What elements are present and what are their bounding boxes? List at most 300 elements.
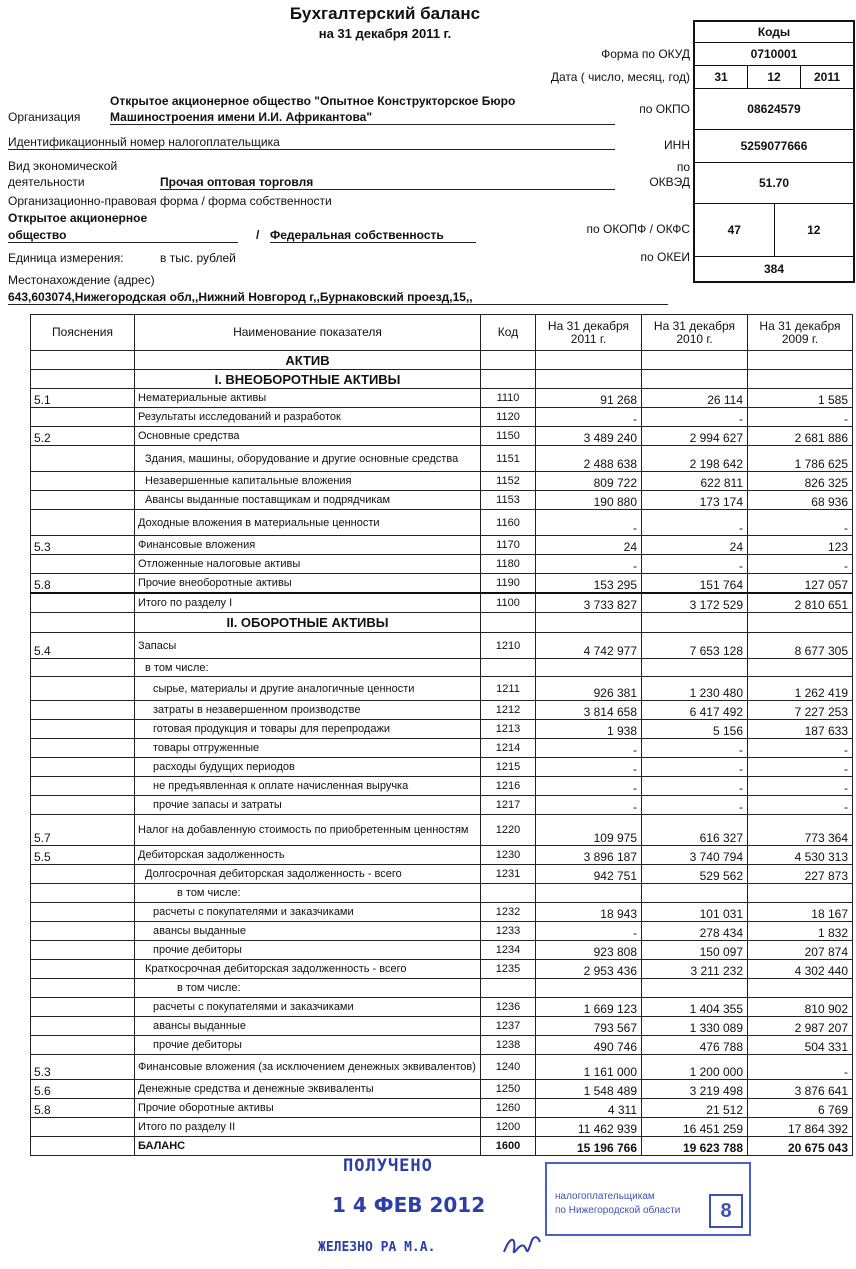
value-2010: - bbox=[642, 796, 748, 815]
indicator-name: Авансы выданные поставщикам и подрядчикам bbox=[135, 491, 481, 510]
value-2010: - bbox=[642, 555, 748, 574]
value-2009: 2 681 886 bbox=[748, 427, 853, 446]
value-2010: 616 327 bbox=[642, 815, 748, 846]
table-row bbox=[31, 960, 853, 979]
table-row bbox=[31, 491, 853, 510]
form-line2: общество bbox=[8, 228, 238, 243]
value-2011: 18 943 bbox=[536, 903, 642, 922]
value-2009: - bbox=[748, 796, 853, 815]
line-code: 1233 bbox=[481, 922, 536, 941]
line-code: 1216 bbox=[481, 777, 536, 796]
value-2009: - bbox=[748, 739, 853, 758]
codes-title: Коды bbox=[757, 25, 791, 39]
value-2009: 1 832 bbox=[748, 922, 853, 941]
value-2010: 5 156 bbox=[642, 720, 748, 739]
value-2011: - bbox=[536, 777, 642, 796]
date-label: Дата ( число, месяц, год) bbox=[550, 70, 690, 84]
value-2009: 3 876 641 bbox=[748, 1080, 853, 1099]
indicator-name: Финансовые вложения bbox=[135, 536, 481, 555]
value-2010: 1 330 089 bbox=[642, 1017, 748, 1036]
value-2011: 15 196 766 bbox=[536, 1137, 642, 1156]
line-code: 1250 bbox=[481, 1080, 536, 1099]
empty-cell bbox=[642, 351, 748, 370]
value-2011: 153 295 bbox=[536, 574, 642, 593]
table-row bbox=[31, 922, 853, 941]
value-2009: 2 810 651 bbox=[748, 593, 853, 613]
value-2011: 923 808 bbox=[536, 941, 642, 960]
value-2011: - bbox=[536, 408, 642, 427]
tax-stamp-number: 8 bbox=[709, 1194, 743, 1228]
empty-cell bbox=[748, 370, 853, 389]
value-2011: 11 462 939 bbox=[536, 1118, 642, 1137]
line-code: 1215 bbox=[481, 758, 536, 777]
empty-cell bbox=[642, 613, 748, 633]
note-cell bbox=[31, 677, 135, 701]
value-2010: 19 623 788 bbox=[642, 1137, 748, 1156]
okei-label: по ОКЕИ bbox=[640, 250, 690, 264]
value-2010: 6 417 492 bbox=[642, 701, 748, 720]
value-2010 bbox=[642, 884, 748, 903]
value-2010 bbox=[642, 979, 748, 998]
indicator-name: готовая продукция и товары для перепродажи bbox=[135, 720, 481, 739]
value-2011: - bbox=[536, 510, 642, 536]
note-cell: 5.6 bbox=[31, 1080, 135, 1099]
section-row bbox=[31, 351, 853, 370]
value-2009: - bbox=[748, 408, 853, 427]
date-year: 2011 bbox=[813, 70, 841, 84]
indicator-name: Дебиторская задолженность bbox=[135, 846, 481, 865]
value-2010: 476 788 bbox=[642, 1036, 748, 1055]
line-code: 1234 bbox=[481, 941, 536, 960]
section-row bbox=[31, 370, 853, 389]
table-row bbox=[31, 427, 853, 446]
header-2011: На 31 декабря 2011 г. bbox=[536, 315, 642, 351]
page-title: Бухгалтерский баланс bbox=[289, 4, 481, 23]
indicator-name: в том числе: bbox=[135, 979, 481, 998]
value-2011: - bbox=[536, 922, 642, 941]
inn-label: ИНН bbox=[664, 138, 690, 152]
empty-cell bbox=[481, 351, 536, 370]
table-row bbox=[31, 720, 853, 739]
value-2009 bbox=[748, 659, 853, 677]
okfs-value: 12 bbox=[807, 223, 821, 237]
section-title: АКТИВ bbox=[135, 351, 481, 370]
header-2009: На 31 декабря 2009 г. bbox=[748, 315, 853, 351]
empty-cell bbox=[748, 613, 853, 633]
value-2011: 4 311 bbox=[536, 1099, 642, 1118]
indicator-name: затраты в незавершенном производстве bbox=[135, 701, 481, 720]
indicator-name: Отложенные налоговые активы bbox=[135, 555, 481, 574]
signature-icon bbox=[500, 1232, 544, 1262]
table-row bbox=[31, 555, 853, 574]
table-row bbox=[31, 865, 853, 884]
value-2011: 926 381 bbox=[536, 677, 642, 701]
line-code: 1214 bbox=[481, 739, 536, 758]
value-2011: 1 669 123 bbox=[536, 998, 642, 1017]
indicator-name: Основные средства bbox=[135, 427, 481, 446]
note-cell bbox=[31, 979, 135, 998]
value-2010: 2 994 627 bbox=[642, 427, 748, 446]
tax-stamp-line1: налогоплательщикам bbox=[555, 1191, 655, 1202]
value-2009: 2 987 207 bbox=[748, 1017, 853, 1036]
value-2009: - bbox=[748, 777, 853, 796]
value-2009: 7 227 253 bbox=[748, 701, 853, 720]
indicator-name: сырье, материалы и другие аналогичные ценности bbox=[135, 677, 481, 701]
value-2010: 7 653 128 bbox=[642, 633, 748, 659]
value-2009: 1 262 419 bbox=[748, 677, 853, 701]
table-row bbox=[31, 739, 853, 758]
indicator-name: Денежные средства и денежные эквиваленты bbox=[135, 1080, 481, 1099]
table-row bbox=[31, 510, 853, 536]
note-cell: 5.8 bbox=[31, 574, 135, 593]
balance-table bbox=[30, 314, 853, 1156]
line-code: 1200 bbox=[481, 1118, 536, 1137]
table-row bbox=[31, 1055, 853, 1080]
table-row bbox=[31, 846, 853, 865]
value-2009: 1 786 625 bbox=[748, 446, 853, 472]
empty-cell bbox=[748, 351, 853, 370]
address-label: Местонахождение (адрес) bbox=[8, 273, 155, 287]
okud-label: Форма по ОКУД bbox=[601, 47, 690, 61]
form-line1: Открытое акционерное bbox=[8, 211, 148, 225]
section-row bbox=[31, 613, 853, 633]
value-2010: - bbox=[642, 777, 748, 796]
address-value: 643,603074,Нижегородская обл,,Нижний Новгород г,,Бурнаковский проезд,15,, bbox=[8, 290, 668, 305]
empty-cell bbox=[536, 613, 642, 633]
value-2010: 16 451 259 bbox=[642, 1118, 748, 1137]
indicator-name: Прочие внеоборотные активы bbox=[135, 574, 481, 593]
table-row bbox=[31, 941, 853, 960]
value-2009: 504 331 bbox=[748, 1036, 853, 1055]
value-2011: - bbox=[536, 796, 642, 815]
value-2009: 227 873 bbox=[748, 865, 853, 884]
value-2010: 24 bbox=[642, 536, 748, 555]
ownership-value: Федеральная собственность bbox=[270, 228, 476, 243]
table-header-row bbox=[31, 315, 853, 351]
table-row bbox=[31, 903, 853, 922]
value-2011: 3 814 658 bbox=[536, 701, 642, 720]
line-code bbox=[481, 884, 536, 903]
unit-value: в тыс. рублей bbox=[160, 251, 236, 265]
table-row bbox=[31, 701, 853, 720]
note-cell bbox=[31, 796, 135, 815]
line-code: 1220 bbox=[481, 815, 536, 846]
okud-value: 0710001 bbox=[750, 47, 798, 61]
indicator-name: в том числе: bbox=[135, 884, 481, 903]
okpo-label: по ОКПО bbox=[639, 102, 690, 116]
note-cell bbox=[31, 720, 135, 739]
line-code: 1230 bbox=[481, 846, 536, 865]
indicator-name: товары отгруженные bbox=[135, 739, 481, 758]
indicator-name: Незавершенные капитальные вложения bbox=[135, 472, 481, 491]
section-title: II. ОБОРОТНЫЕ АКТИВЫ bbox=[135, 613, 481, 633]
header-notes: Пояснения bbox=[31, 315, 135, 351]
indicator-name: в том числе: bbox=[135, 659, 481, 677]
note-cell bbox=[31, 701, 135, 720]
line-code: 1238 bbox=[481, 1036, 536, 1055]
date-month: 12 bbox=[748, 66, 801, 88]
line-code: 1600 bbox=[481, 1137, 536, 1156]
value-2011: - bbox=[536, 758, 642, 777]
indicator-name: Краткосрочная дебиторская задолженность - всего bbox=[135, 960, 481, 979]
indicator-name: Долгосрочная дебиторская задолженность - всего bbox=[135, 865, 481, 884]
note-cell: 5.3 bbox=[31, 536, 135, 555]
note-cell: 5.7 bbox=[31, 815, 135, 846]
table-row bbox=[31, 389, 853, 408]
value-2009: 826 325 bbox=[748, 472, 853, 491]
indicator-name: авансы выданные bbox=[135, 1017, 481, 1036]
note-cell bbox=[31, 408, 135, 427]
value-2009: 810 902 bbox=[748, 998, 853, 1017]
value-2011: 1 548 489 bbox=[536, 1080, 642, 1099]
value-2011: 91 268 bbox=[536, 389, 642, 408]
note-cell bbox=[31, 351, 135, 370]
indicator-name: Запасы bbox=[135, 633, 481, 659]
table-row bbox=[31, 979, 853, 998]
unit-label: Единица измерения: bbox=[8, 251, 124, 265]
line-code: 1120 bbox=[481, 408, 536, 427]
value-2009: - bbox=[748, 510, 853, 536]
value-2010: 151 764 bbox=[642, 574, 748, 593]
note-cell bbox=[31, 491, 135, 510]
value-2011 bbox=[536, 659, 642, 677]
value-2009: 8 677 305 bbox=[748, 633, 853, 659]
table-row bbox=[31, 796, 853, 815]
table-row bbox=[31, 408, 853, 427]
value-2010: 1 404 355 bbox=[642, 998, 748, 1017]
table-row bbox=[31, 998, 853, 1017]
line-code: 1152 bbox=[481, 472, 536, 491]
indicator-name: авансы выданные bbox=[135, 922, 481, 941]
value-2010: 1 200 000 bbox=[642, 1055, 748, 1080]
org-name-line1: Открытое акционерное общество "Опытное Конструкторское Бюро bbox=[110, 94, 516, 108]
org-name-line2: Машиностроения имени И.И. Африкантова" bbox=[110, 110, 615, 125]
note-cell: 5.2 bbox=[31, 427, 135, 446]
note-cell bbox=[31, 739, 135, 758]
empty-cell bbox=[481, 370, 536, 389]
line-code: 1212 bbox=[481, 701, 536, 720]
note-cell bbox=[31, 370, 135, 389]
value-2010: - bbox=[642, 739, 748, 758]
note-cell bbox=[31, 998, 135, 1017]
line-code: 1110 bbox=[481, 389, 536, 408]
officer-stamp: ЖЕЛЕЗНО РА М.А. bbox=[318, 1240, 436, 1255]
note-cell bbox=[31, 960, 135, 979]
value-2011: 3 733 827 bbox=[536, 593, 642, 613]
value-2011: 190 880 bbox=[536, 491, 642, 510]
value-2009: - bbox=[748, 555, 853, 574]
value-2011: 109 975 bbox=[536, 815, 642, 846]
value-2011: - bbox=[536, 555, 642, 574]
okei-value: 384 bbox=[763, 262, 785, 276]
value-2009: - bbox=[748, 758, 853, 777]
value-2010: - bbox=[642, 408, 748, 427]
value-2011: 490 746 bbox=[536, 1036, 642, 1055]
form-separator: / bbox=[256, 228, 260, 242]
note-cell bbox=[31, 659, 135, 677]
codes-box bbox=[693, 20, 855, 283]
value-2010: - bbox=[642, 758, 748, 777]
value-2011 bbox=[536, 979, 642, 998]
indicator-name: прочие запасы и затраты bbox=[135, 796, 481, 815]
indicator-name: Доходные вложения в материальные ценности bbox=[135, 510, 481, 536]
indicator-name: расходы будущих периодов bbox=[135, 758, 481, 777]
note-cell bbox=[31, 865, 135, 884]
line-code: 1236 bbox=[481, 998, 536, 1017]
note-cell bbox=[31, 884, 135, 903]
table-row bbox=[31, 1118, 853, 1137]
line-code: 1217 bbox=[481, 796, 536, 815]
value-2011: 1 938 bbox=[536, 720, 642, 739]
value-2009: 207 874 bbox=[748, 941, 853, 960]
value-2009: 127 057 bbox=[748, 574, 853, 593]
value-2009: 68 936 bbox=[748, 491, 853, 510]
line-code: 1190 bbox=[481, 574, 536, 593]
empty-cell bbox=[536, 370, 642, 389]
tax-stamp-line2: по Нижегородской области bbox=[555, 1205, 681, 1216]
indicator-name: прочие дебиторы bbox=[135, 941, 481, 960]
note-cell: 5.8 bbox=[31, 1099, 135, 1118]
note-cell: 5.4 bbox=[31, 633, 135, 659]
value-2011: 3 896 187 bbox=[536, 846, 642, 865]
note-cell bbox=[31, 1017, 135, 1036]
table-row bbox=[31, 472, 853, 491]
line-code: 1170 bbox=[481, 536, 536, 555]
note-cell bbox=[31, 593, 135, 613]
value-2009: 18 167 bbox=[748, 903, 853, 922]
tax-office-stamp bbox=[545, 1162, 751, 1236]
line-code: 1232 bbox=[481, 903, 536, 922]
value-2009: - bbox=[748, 1055, 853, 1080]
table-row bbox=[31, 633, 853, 659]
line-code: 1231 bbox=[481, 865, 536, 884]
value-2010: 3 211 232 bbox=[642, 960, 748, 979]
note-cell bbox=[31, 941, 135, 960]
line-code: 1235 bbox=[481, 960, 536, 979]
indicator-name: расчеты с покупателями и заказчиками bbox=[135, 998, 481, 1017]
empty-cell bbox=[481, 613, 536, 633]
table-row bbox=[31, 1099, 853, 1118]
value-2009 bbox=[748, 884, 853, 903]
line-code: 1160 bbox=[481, 510, 536, 536]
value-2010: 2 198 642 bbox=[642, 446, 748, 472]
note-cell bbox=[31, 1036, 135, 1055]
value-2011: 3 489 240 bbox=[536, 427, 642, 446]
line-code: 1151 bbox=[481, 446, 536, 472]
section-title: I. ВНЕОБОРОТНЫЕ АКТИВЫ bbox=[135, 370, 481, 389]
table-row bbox=[31, 659, 853, 677]
value-2011: 809 722 bbox=[536, 472, 642, 491]
empty-cell bbox=[642, 370, 748, 389]
note-cell bbox=[31, 777, 135, 796]
line-code: 1153 bbox=[481, 491, 536, 510]
okpo-value: 08624579 bbox=[747, 102, 801, 116]
value-2010: 3 172 529 bbox=[642, 593, 748, 613]
line-code: 1180 bbox=[481, 555, 536, 574]
value-2010: 278 434 bbox=[642, 922, 748, 941]
value-2010: 529 562 bbox=[642, 865, 748, 884]
value-2010: 3 219 498 bbox=[642, 1080, 748, 1099]
line-code: 1100 bbox=[481, 593, 536, 613]
note-cell bbox=[31, 758, 135, 777]
okopf-value: 47 bbox=[695, 204, 775, 256]
activity-label-2: деятельности bbox=[8, 175, 85, 189]
note-cell bbox=[31, 903, 135, 922]
value-2010: 173 174 bbox=[642, 491, 748, 510]
value-2009: 4 530 313 bbox=[748, 846, 853, 865]
value-2011: 2 953 436 bbox=[536, 960, 642, 979]
indicator-name: прочие дебиторы bbox=[135, 1036, 481, 1055]
note-cell bbox=[31, 922, 135, 941]
value-2011: 2 488 638 bbox=[536, 446, 642, 472]
value-2009: 6 769 bbox=[748, 1099, 853, 1118]
table-body bbox=[31, 351, 853, 1156]
value-2011: 24 bbox=[536, 536, 642, 555]
value-2011: 1 161 000 bbox=[536, 1055, 642, 1080]
note-cell bbox=[31, 1137, 135, 1156]
value-2010: - bbox=[642, 510, 748, 536]
table-row bbox=[31, 446, 853, 472]
value-2009: 123 bbox=[748, 536, 853, 555]
indicator-name: БАЛАНС bbox=[135, 1137, 481, 1156]
page-subtitle: на 31 декабря 2011 г. bbox=[318, 26, 452, 41]
value-2010 bbox=[642, 659, 748, 677]
indicator-name: Нематериальные активы bbox=[135, 389, 481, 408]
inn-row-label: Идентификационный номер налогоплательщика bbox=[8, 135, 615, 150]
indicator-name: Результаты исследований и разработок bbox=[135, 408, 481, 427]
table-row bbox=[31, 1036, 853, 1055]
value-2011: - bbox=[536, 739, 642, 758]
note-cell bbox=[31, 1118, 135, 1137]
header-code: Код bbox=[481, 315, 536, 351]
line-code: 1210 bbox=[481, 633, 536, 659]
received-stamp: ПОЛУЧЕНО bbox=[343, 1156, 433, 1176]
line-code: 1213 bbox=[481, 720, 536, 739]
note-cell: 5.5 bbox=[31, 846, 135, 865]
value-2011: 942 751 bbox=[536, 865, 642, 884]
indicator-name: расчеты с покупателями и заказчиками bbox=[135, 903, 481, 922]
value-2009: 20 675 043 bbox=[748, 1137, 853, 1156]
note-cell bbox=[31, 613, 135, 633]
indicator-name: Итого по разделу I bbox=[135, 593, 481, 613]
indicator-name: не предъявленная к оплате начисленная выручка bbox=[135, 777, 481, 796]
date-day: 31 bbox=[695, 66, 748, 88]
value-2010: 622 811 bbox=[642, 472, 748, 491]
value-2009: 187 633 bbox=[748, 720, 853, 739]
value-2010: 21 512 bbox=[642, 1099, 748, 1118]
table-row bbox=[31, 1017, 853, 1036]
table-row bbox=[31, 1080, 853, 1099]
table-row bbox=[31, 574, 853, 593]
value-2009 bbox=[748, 979, 853, 998]
note-cell: 5.3 bbox=[31, 1055, 135, 1080]
table-row bbox=[31, 593, 853, 613]
empty-cell bbox=[536, 351, 642, 370]
indicator-name: Прочие оборотные активы bbox=[135, 1099, 481, 1118]
org-label: Организация bbox=[8, 110, 81, 124]
value-2011 bbox=[536, 884, 642, 903]
table-row bbox=[31, 777, 853, 796]
line-code: 1240 bbox=[481, 1055, 536, 1080]
okved-label-2: ОКВЭД bbox=[649, 175, 690, 189]
indicator-name: Финансовые вложения (за исключением денежных эквивалентов) bbox=[135, 1055, 481, 1080]
line-code bbox=[481, 979, 536, 998]
indicator-name: Итого по разделу II bbox=[135, 1118, 481, 1137]
note-cell bbox=[31, 555, 135, 574]
value-2009: 17 864 392 bbox=[748, 1118, 853, 1137]
value-2009: 4 302 440 bbox=[748, 960, 853, 979]
okved-label-1: по bbox=[676, 160, 690, 174]
